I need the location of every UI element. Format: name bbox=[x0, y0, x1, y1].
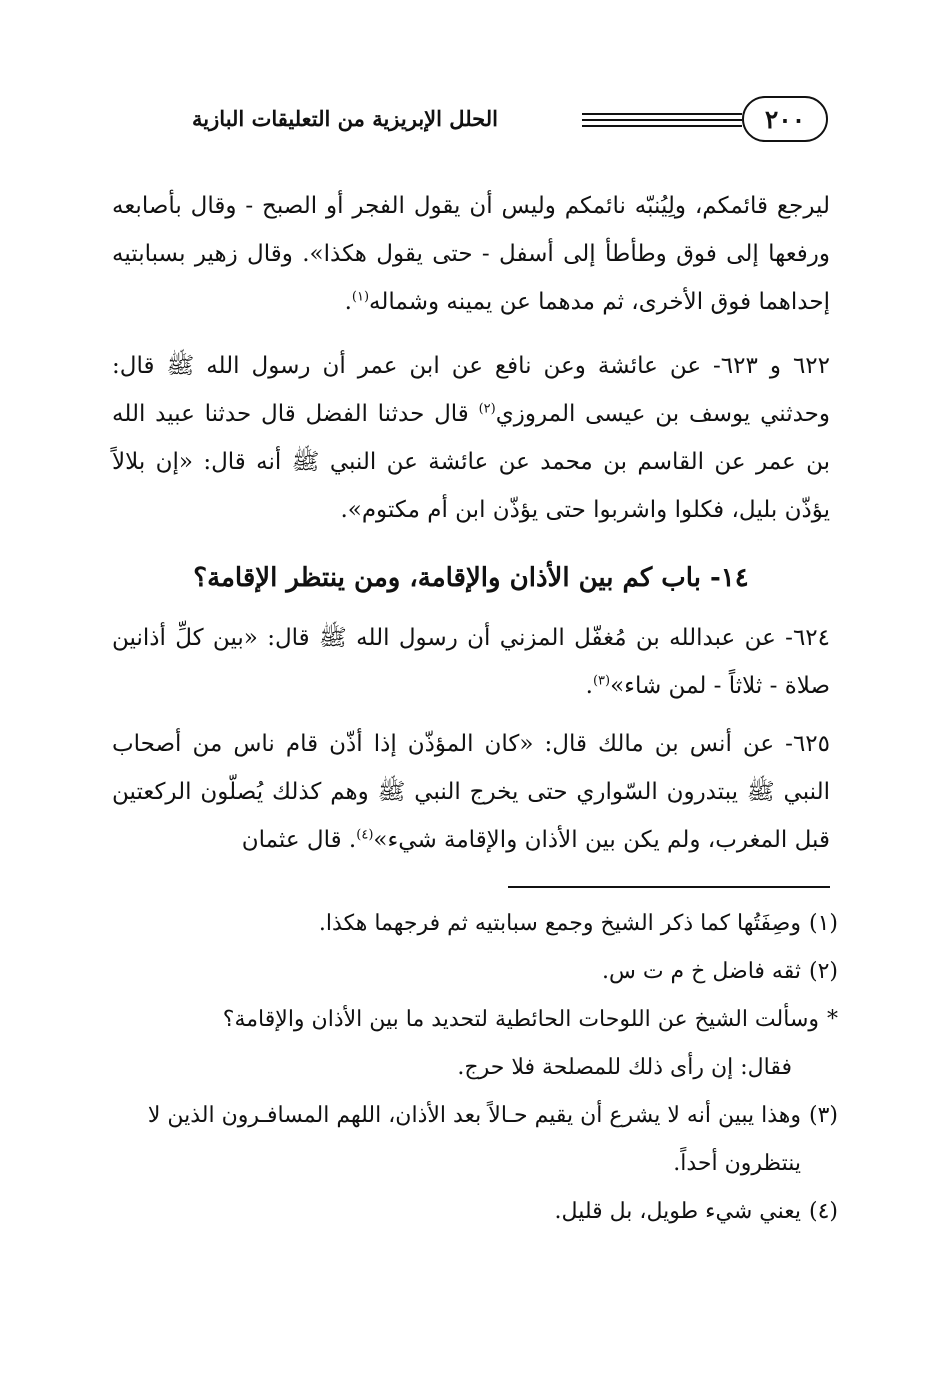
paragraph-end: . قال عثمان bbox=[241, 827, 357, 853]
footnote-text: وهذا يبين أنه لا يشرع أن يقيم حـالاً بعد الأذان، اللهم المسافـرون الذين لا ينتظرون أحداً. bbox=[147, 1103, 801, 1176]
footnote-divider bbox=[508, 886, 830, 888]
footnote-2 bbox=[120, 948, 838, 996]
footnote-ref-1: (١) bbox=[351, 289, 370, 305]
footnote-text: فقال: إن رأى ذلك للمصلحة فلا حرج. bbox=[457, 1055, 792, 1080]
footnotes-section bbox=[120, 900, 838, 1236]
page-number-text: ٢٠٠ bbox=[764, 104, 806, 134]
footnote-marker: (٤) bbox=[808, 1199, 838, 1224]
header-divider bbox=[582, 113, 742, 127]
footnote-marker: (١) bbox=[808, 911, 838, 936]
footnote-text: وصِفَتُها كما ذكر الشيخ وجمع سبابتيه ثم فرجهما هكذا. bbox=[318, 911, 801, 936]
footnote-ref-4: (٤) bbox=[356, 827, 374, 843]
paragraph-text: ليرجع قائمكم، ولِيُنبّه نائمكم وليس أن يقول الفجر أو الصبح - وقال بأصابعه ورفعها إلى فوق وطأطأ إلى أسفل - حتى يقول هكذا». وقال زهير بسبابتيه إحداهما فوق الأخرى، ثم مدهما عن يمينه وشماله bbox=[112, 193, 830, 315]
paragraph-continuation bbox=[112, 182, 830, 326]
paragraph-text: ٦٢٥- عن أنس بن مالك قال: «كان المؤذّن إذا أذّن قام ناس من أصحاب النبي ﷺ يبتدرون السّواري حتى يخرج النبي ﷺ وهم كذلك يُصلّون الركعتين قبل المغرب، ولم يكن بين الأذان والإقامة شيء» bbox=[112, 731, 830, 853]
footnote-ref-3: (٣) bbox=[592, 673, 611, 689]
footnote-3 bbox=[120, 1092, 838, 1188]
footnote-1 bbox=[120, 900, 838, 948]
footnote-asterisk bbox=[120, 996, 838, 1044]
footnote-text: وسألت الشيخ عن اللوحات الحائطية لتحديد ما بين الأذان والإقامة؟ bbox=[222, 1007, 819, 1032]
hadith-624 bbox=[112, 614, 830, 710]
footnote-asterisk-answer bbox=[120, 1044, 838, 1092]
footnote-ref-2: (٢) bbox=[478, 401, 496, 417]
page-number bbox=[742, 96, 828, 142]
paragraph-text: قال حدثنا الفضل قال حدثنا عبيد الله بن عمر عن القاسم بن محمد عن عائشة عن النبي ﷺ أنه قال: «إن بلالاً يؤذّن بليل، فكلوا واشربوا حتى يؤذّن ابن أم مكتوم». bbox=[112, 401, 830, 523]
chapter-heading: ١٤- باب كم بين الأذان والإقامة، ومن ينتظر الإقامة؟ bbox=[193, 563, 749, 593]
page-header bbox=[112, 96, 828, 146]
footnote-4 bbox=[120, 1188, 838, 1236]
paragraph-end: . bbox=[344, 289, 352, 315]
paragraph-text: ٦٢٢ و ٦٢٣- عن عائشة وعن نافع عن ابن عمر أن رسول الله ﷺ قال: وحدثني يوسف بن عيسى المروزي bbox=[112, 353, 830, 427]
book-title: الحلل الإبريزية من التعليقات البازية bbox=[192, 106, 498, 131]
paragraph-text: ٦٢٤- عن عبدالله بن مُغفّل المزني أن رسول الله ﷺ قال: «بين كلِّ أذانين صلاة - ثلاثاً - لمن شاء» bbox=[112, 625, 830, 699]
hadith-622-623 bbox=[112, 342, 830, 534]
footnote-text: ثقه فاضل خ م ت س. bbox=[602, 959, 801, 984]
footnote-marker: (٣) bbox=[808, 1103, 838, 1128]
paragraph-end: . bbox=[585, 673, 593, 699]
footnote-text: يعني شيء طويل، بل قليل. bbox=[554, 1199, 801, 1224]
hadith-625 bbox=[112, 720, 830, 864]
asterisk-marker: * bbox=[827, 1007, 838, 1032]
footnote-marker: (٢) bbox=[808, 959, 838, 984]
